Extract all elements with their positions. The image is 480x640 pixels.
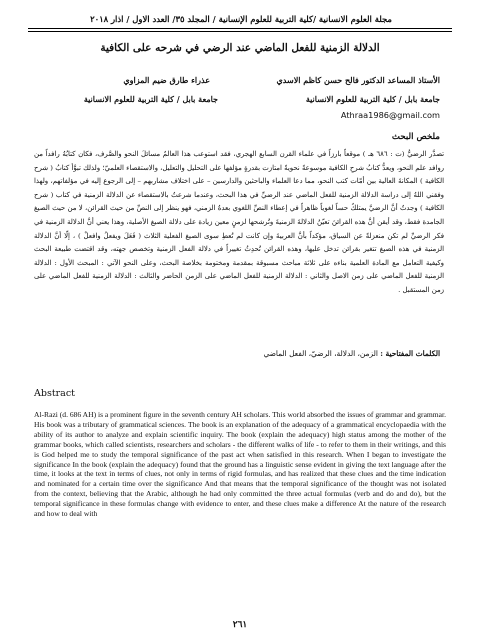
keywords-line	[263, 349, 440, 358]
header-rule	[28, 28, 452, 29]
first-author-affiliation: جامعة بابل / كلية التربية للعلوم الانسانية	[305, 94, 440, 104]
first-author-name: الأستاذ المساعد الدكتور فالح حسن كاظم الاسدي	[276, 75, 440, 85]
page-number: ٢٦١	[232, 620, 248, 630]
arabic-abstract-text: تصدَّر الرضيُّ (ت : ٦٨٦ هـ ) موقعاً بارزاً في علماء القرن السابع الهجري، فقد استوعب هذا العالمُ مسائلَ النحو والصَّرف، فكان كتابُهُ رافداً من روافد علم النحو، ويعدُّ كتابُ شرحِ الكافية موسوعةً نحويةً امتازت بقدرةٍ مؤلفها على التحليل والتعليل، والاستقصاء العلميّ؛ ولذلك تبوَّأ كتابُ ( شرح الكافية ) المكانةَ العالية بين أمّات كتب النحو، مما دعا العلماء والباحثين والدارسين – على اختلاف مشاربهم – إلى الرجوع إليه في مؤلفاتهم، ولهذا وفقني اللهُ إلى دراسة الدلالة الزمنية للفعل الماضي عند الرضيِّ في هذا البحث، وعندما شرعتُ بالاستقصاء عن الدلالة الزمنية في كتاب ( شرح الكافية ) وجدتُ أنَّ الرضيَّ يمتلكُ حساً لغوياً ظاهراً في إعطاء النصِّ اللغوي بعدهُ الزمني، فهو ينظر إلى النصِّ من حيث القرائن، لا من حيث الصيغ الجامدة فقط، وقد أيقن أنَّ هذه القرائنَ تعيّنُ الدلالةَ الزمنيةَ وتُرشحها لزمنٍ معين زيادة على دلالة الصيغ الأصلية، وهذا يعني أنَّ الدلالة الزمنية في فكر الرضيِّ لم تكن منعزلةً عن السياق، مؤكداً بأنَّ العربيةَ وإن كانت لم تُعطِ سوى الصيغ الفعلية الثلاث ( فَعَلَ ويفعلُ وافعلْ ) ، إلّا أنَّ الدلالة الزمنية في هذه الصيغ تتغير بقرائن تدخل عليها، وهذه القرائن تُحدِثُ تغييراً في دلالة الفعل الزمنية وتخصص جهته، وقد اقتضت طبيعة البحث وكيفية التعامل مع المادة العلمية بناءه على ثلاثة مباحث مسبوقة بمقدمة ومختومة بخلاصة البحث، وعلى النحو الآتي : المبحث الأول : الدلالة الزمنية للفعل الماضي على زمن الاصل والثاني : الدلالة الزمنية للفعل الماضي على الزمن الحاضر والثالث : الدلالة الزمنية للفعل الماضي على زمن المستقبل .	[34, 150, 444, 294]
running-header: مجلة العلوم الانسانية /كلية التربية للعلوم الإنسانية / المجلد ٣٥/ العدد الاول / اذار ٢٠١٨	[90, 14, 392, 24]
second-author-affiliation: جامعة بابل / كلية التربية للعلوم الانسانية	[83, 94, 218, 104]
english-abstract-heading: Abstract	[34, 388, 75, 399]
arabic-abstract-body	[34, 148, 444, 298]
author-email[interactable]: Athraa1986@gmail.com	[340, 110, 440, 120]
english-abstract-text: Al-Razi (d. 686 AH) is a prominent figure in the seventh century AH scholars. This world absorbed the issues of grammar and grammar. His book was a tributary of grammatical sciences. The book is an explanation of the adequacy of a grammatical encyclopaedia with the ability of its author to analyze and explain scientific inquiry. The book (explain the adequacy) high status among the mother of the grammar books, which called scientists, researchers and scholars - the different walks of life - to refer to them in their writings, and this is God helped me to study the temporal significance of the past act when satisfied in this research. When I began to investigate the significance In the book (explain the adequacy) found that the ground has a linguistic sense evident in giving the text language after the time, it looks at the text in terms of clues, not only in terms of rigid formulas, and has realized that these clues and the time indication and nominated for a certain time over the significance And that means that the temporal significance of the thought was not isolated from the context, believing that the Arabic, although he had only committed the three actual formulas (verb and do and do), but the temporal significance in these formulas change with evidence to enter, and these clues make a difference At the nature of the research and how to deal with	[34, 410, 446, 519]
article-title: الدلالة الزمنية للفعل الماضي عند الرضي في شرحه على الكافية	[100, 42, 380, 54]
arabic-abstract-heading: ملخص البحث	[391, 132, 440, 142]
header-rule-thin	[28, 31, 452, 32]
keywords-label: الكلمات المفتاحية :	[380, 349, 440, 358]
second-author-name: عذراء طارق ضيم المزاوي	[123, 75, 210, 85]
keywords-values: الزمن، الدلالة، الرضيّ، الفعل الماضي	[263, 349, 378, 358]
english-abstract-body	[34, 410, 446, 519]
